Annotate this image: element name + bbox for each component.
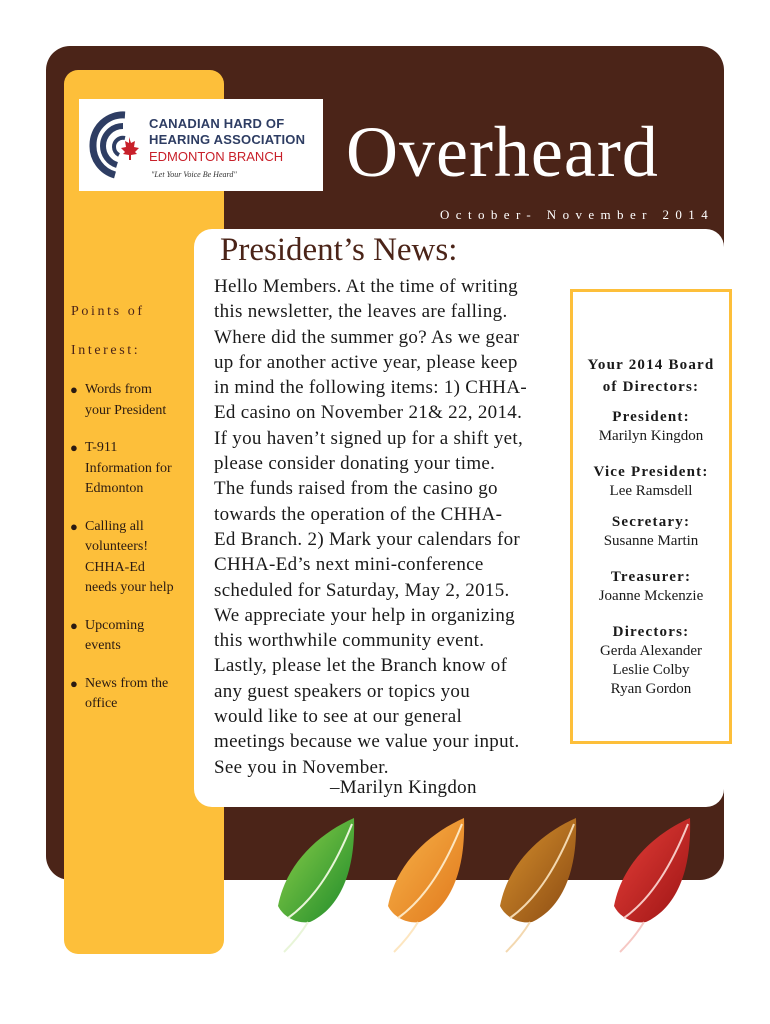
- autumn-leaves: [258, 814, 698, 960]
- director-name: Leslie Colby: [612, 662, 690, 678]
- bullet-icon: ●: [70, 518, 78, 534]
- association-logo: [79, 99, 323, 191]
- secretary-label: Secretary:: [611, 514, 691, 530]
- list-item: ● News from the office: [70, 675, 169, 711]
- treasurer-name: Joanne Mckenzie: [598, 588, 704, 604]
- leaf-icon: [614, 818, 690, 952]
- directors-label: Directors:: [612, 624, 690, 640]
- points-of-interest-heading-2: Interest:: [71, 343, 141, 358]
- article-line: Ed Branch. 2) Mark your calendars for: [214, 528, 521, 550]
- list-item: ● Calling all volunteers! CHHA-Ed needs your help: [70, 518, 174, 595]
- article-line: See you in November.: [214, 756, 389, 778]
- article-line: towards the operation of the CHHA-: [214, 503, 503, 525]
- article-line: scheduled for Saturday, May 2, 2015.: [214, 579, 510, 601]
- director-name: Gerda Alexander: [599, 643, 703, 659]
- vice-president-name: Lee Ramsdell: [609, 483, 693, 499]
- board-of-directors-box: [570, 289, 732, 744]
- vice-president-label: Vice President:: [593, 464, 709, 480]
- list-item: ● T-911 Information for Edmonton: [70, 440, 172, 496]
- secretary-name: Susanne Martin: [603, 533, 699, 549]
- board-title: Your 2014 Board: [587, 357, 715, 373]
- newsletter-title: Overheard: [346, 112, 659, 192]
- logo-line-3: EDMONTON BRANCH: [149, 149, 284, 164]
- president-name: Marilyn Kingdon: [598, 428, 704, 444]
- issue-date: October- November 2014: [440, 207, 715, 222]
- article-line: We appreciate your help in organizing: [214, 604, 515, 626]
- logo-line-2: HEARING ASSOCIATION: [149, 132, 306, 147]
- article-line: this newsletter, the leaves are falling.: [214, 301, 508, 323]
- list-item: ● Upcoming events: [70, 617, 145, 653]
- leaf-icon: [388, 818, 464, 952]
- leaf-icon: [500, 818, 576, 952]
- bullet-icon: ●: [70, 382, 78, 397]
- article-heading: President’s News:: [220, 232, 458, 268]
- article-line: this worthwhile community event.: [214, 630, 485, 652]
- article-line: meetings because we value your input.: [214, 731, 520, 753]
- ear-maple-leaf-icon: [79, 99, 149, 191]
- article-line: Ed casino on November 21& 22, 2014.: [214, 402, 523, 424]
- points-of-interest-heading: Points of: [71, 304, 145, 319]
- bullet-icon: ●: [70, 675, 78, 691]
- article-line: please consider donating your time.: [214, 453, 496, 475]
- article-line: up for another active year, please keep: [214, 351, 518, 373]
- article-line: Hello Members. At the time of writing: [214, 276, 518, 297]
- list-item: ● Words from your President: [70, 382, 167, 418]
- article-line: any guest speakers or topics you: [214, 680, 471, 702]
- board-title-2: of Directors:: [602, 379, 700, 395]
- article-line: would like to see at our general: [214, 706, 463, 728]
- article-line: in mind the following items: 1) CHHA-: [214, 377, 527, 399]
- logo-tagline: "Let Your Voice Be Heard": [151, 170, 237, 179]
- leaf-icon: [278, 818, 354, 952]
- article-signature: –Marilyn Kingdon: [330, 777, 477, 798]
- logo-line-1: CANADIAN HARD OF: [149, 116, 285, 131]
- director-name: Ryan Gordon: [610, 681, 692, 697]
- article-line: Where did the summer go? As we gear: [214, 326, 520, 348]
- article-line: CHHA-Ed’s next mini-conference: [214, 554, 484, 576]
- president-label: President:: [612, 409, 690, 425]
- bullet-icon: ●: [70, 617, 78, 633]
- article-line: The funds raised from the casino go: [214, 478, 498, 500]
- article-line: Lastly, please let the Branch know of: [214, 655, 508, 677]
- bullet-icon: ●: [70, 440, 78, 455]
- article-line: If you haven’t signed up for a shift yet,: [214, 427, 524, 449]
- article-body: [214, 274, 566, 780]
- treasurer-label: Treasurer:: [610, 569, 692, 585]
